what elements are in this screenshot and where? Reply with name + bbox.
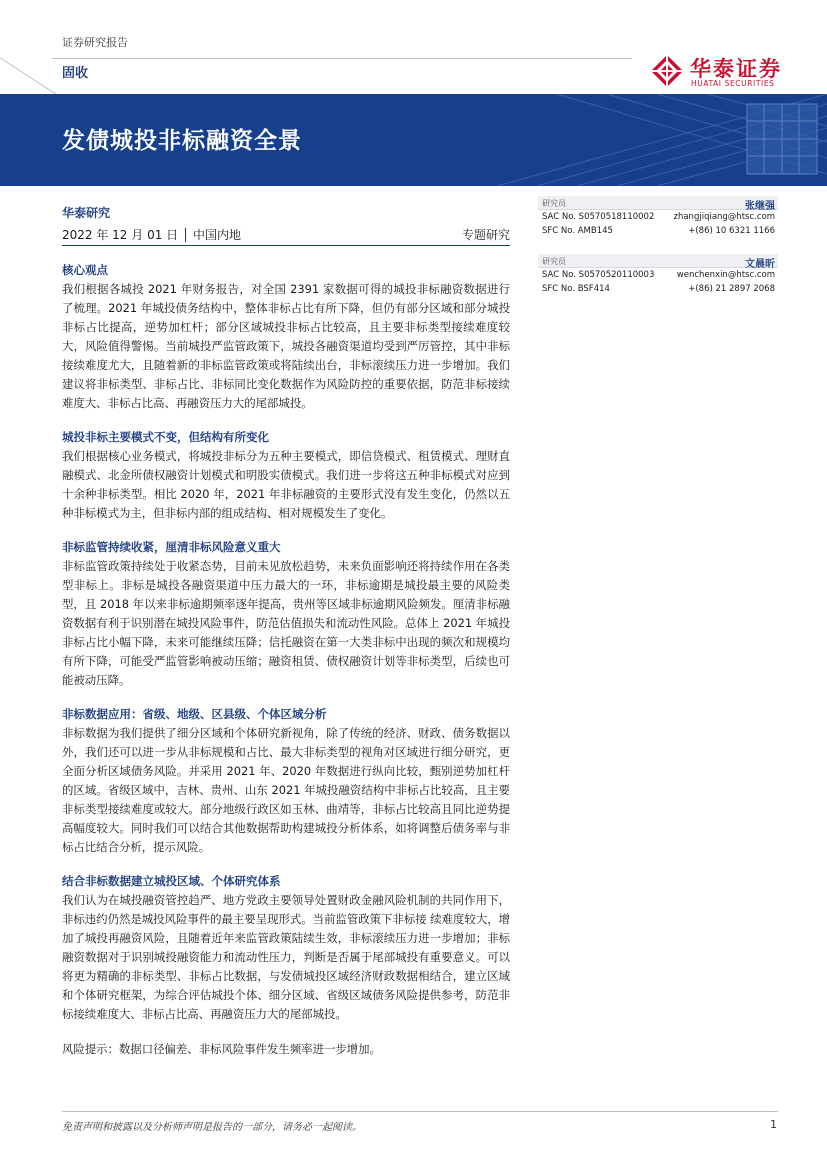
section-heading: 非标监管持续收紧，厘清非标风险意义重大 <box>62 540 281 554</box>
analyst-header-bar <box>538 196 778 210</box>
analyst-phone: +(86) 10 6321 1166 <box>688 226 775 236</box>
analyst-sac: SAC No. S0570518110002 <box>542 212 655 222</box>
footer-disclaimer: 免责声明和披露以及分析师声明是报告的一部分，请务必一起阅读。 <box>62 1122 362 1133</box>
analyst-header-bar <box>538 254 778 268</box>
section-body: 非标监管政策持续处于收紧态势，目前未见放松趋势，未来负面影响还将持续作用在各类型非标上。非标是城投各融资渠道中压力最大的一环，非标逾期是城投最主要的风险类型，且 2018 年以来非标逾期频率逐年提高，贵州等区域非标逾期风险频发。厘清非标融资数据有利于识别潜在城投风险事件，防范估值损失和流动性风险。总体上 2021 年城投非标占比小幅下降，未来可能继续压降；信托融资在第一大类非标中出现的频次和规模均有所下降，可能受严监管影响被动压缩；融资租赁、债权融资计划等非标类型，后续也可能被动压降。 <box>62 559 510 687</box>
logo-name-cn: 华泰证券 <box>690 57 782 81</box>
huatai-logo <box>650 52 790 92</box>
section-modes <box>62 429 510 523</box>
analyst-name: 文晨昕 <box>745 259 775 270</box>
analyst-sfc-row <box>542 284 778 296</box>
analyst-role: 研究员 <box>542 257 566 266</box>
section-regulation <box>62 539 510 690</box>
analyst-email[interactable]: zhangjiqiang@htsc.com <box>673 212 775 222</box>
logo-name-en: HUATAI SECURITIES <box>691 79 775 88</box>
analyst-phone: +(86) 21 2897 2068 <box>688 284 775 294</box>
section-body: 非标数据为我们提供了细分区域和个体研究新视角，除了传统的经济、财政、债务数据以外，我们还可以进一步从非标规模和占比、最大非标类型的视角对区域进行细分研究，更全面分析区域债务风险。并采用 2021 年、2020 年数据进行纵向比较，甄别逆势加杠杆的区域。省级区域中，吉林、贵州、山东 2021 年城投融资结构中非标占比较高，且主要非标类型接续难度或较大。部分地级行政区如玉林、曲靖等，非标占比较高且同比逆势提高幅度较大。同时我们可以结合其他数据帮助构建城投分析体系，如将调整后债务率与非标占比结合分析，提示风险。 <box>62 726 510 854</box>
analyst-sac-row <box>542 212 778 224</box>
analyst-name: 张继强 <box>745 201 775 212</box>
section-key-points <box>62 262 510 413</box>
header-divider <box>52 58 632 59</box>
analyst-role: 研究员 <box>542 199 566 208</box>
date-region-line <box>62 226 510 243</box>
category-tag: 固收 <box>62 66 89 81</box>
section-body: 我们认为在城投融资管控趋严、地方党政主要领导处置财政金融风险机制的共同作用下，非标违约仍然是城投风险事件的最主要呈现形式。当前监管政策下非标接 续难度较大，增加了城投再融资风险，且随着近年来监管政策陆续生效，非标滚续压力进一步增加；非标融资数据对于识别城投融资能力和流动性压力，判断是否属于尾部城投有重要意义。可以将更为精确的非标类型、非标占比数据，与发债城投区域经济财政数据相结合，建立区域和个体研究框架，为综合评估城投个体、细分区域、省级区域债务风险提供参考，防范非标接续难度大、非标占比高、再融资压力大的尾部城投。 <box>62 893 510 1021</box>
report-title: 发债城投非标融资全景 <box>62 128 302 154</box>
section-heading: 核心观点 <box>62 263 108 277</box>
section-research-system <box>62 873 510 1024</box>
section-heading: 结合非标数据建立城投区域、个体研究体系 <box>62 874 281 888</box>
huatai-logo-icon <box>650 54 684 88</box>
banner-pattern-graphic <box>497 94 827 186</box>
analyst-sac-row <box>542 270 778 282</box>
section-heading: 非标数据应用：省级、地级、区县级、个体区域分析 <box>62 707 327 721</box>
analyst-sfc: SFC No. AMB145 <box>542 226 613 236</box>
research-org: 华泰研究 <box>62 206 111 220</box>
section-data-application <box>62 706 510 857</box>
title-banner <box>0 94 827 186</box>
report-type-label: 证券研究报告 <box>62 36 128 49</box>
analyst-card <box>538 254 778 312</box>
analyst-sac: SAC No. S0570520110003 <box>542 270 655 280</box>
analyst-email[interactable]: wenchenxin@htsc.com <box>676 270 775 280</box>
date-divider <box>62 245 510 246</box>
page-number: 1 <box>770 1118 777 1131</box>
section-body: 我们根据各城投 2021 年财务报告，对全国 2391 家数据可得的城投非标融资数据进行了梳理。2021 年城投债务结构中，整体非标占比有所下降，但仍有部分区域和部分城投非标占比提高，逆势加杠杆；部分区域城投非标占比较高，且主要非标类型接续难度较大，风险值得警惕。当前城投严监管政策下，城投各融资渠道均受到严厉管控，其中非标接续难度尤大，且随着新的非标监管政策或将陆续出台，非标滚续压力进一步增加。我们建议将非标类型、非标占比、非标同比变化数据作为风险防控的重要依据，防范非标接续难度大、非标占比高、再融资压力大的尾部城投。 <box>62 282 510 410</box>
analyst-panel <box>538 196 778 312</box>
meta-separator: │ <box>181 228 190 242</box>
report-date: 2022 年 12 月 01 日 <box>62 228 179 242</box>
analyst-card <box>538 196 778 254</box>
section-body: 我们根据核心业务模式，将城投非标分为五种主要模式，即信贷模式、租赁模式、理财直融模式、北金所债权融资计划模式和明股实债模式。我们进一步将这五种非标模式对应到十余种非标类型。相比 2020 年，2021 年非标融资的主要形式没有发生变化，仍然以五种非标模式为主，但非标内部的组成结构、相对规模发生了变化。 <box>62 449 510 520</box>
analyst-sfc-row <box>542 226 778 238</box>
report-region: 中国内地 <box>193 228 242 242</box>
analyst-sfc: SFC No. BSF414 <box>542 284 610 294</box>
footer-divider <box>62 1111 778 1112</box>
risk-note: 风险提示：数据口径偏差、非标风险事件发生频率进一步增加。 <box>62 1042 381 1056</box>
report-content <box>62 262 510 1059</box>
report-kind: 专题研究 <box>461 228 510 242</box>
section-heading: 城投非标主要模式不变，但结构有所变化 <box>62 430 269 444</box>
